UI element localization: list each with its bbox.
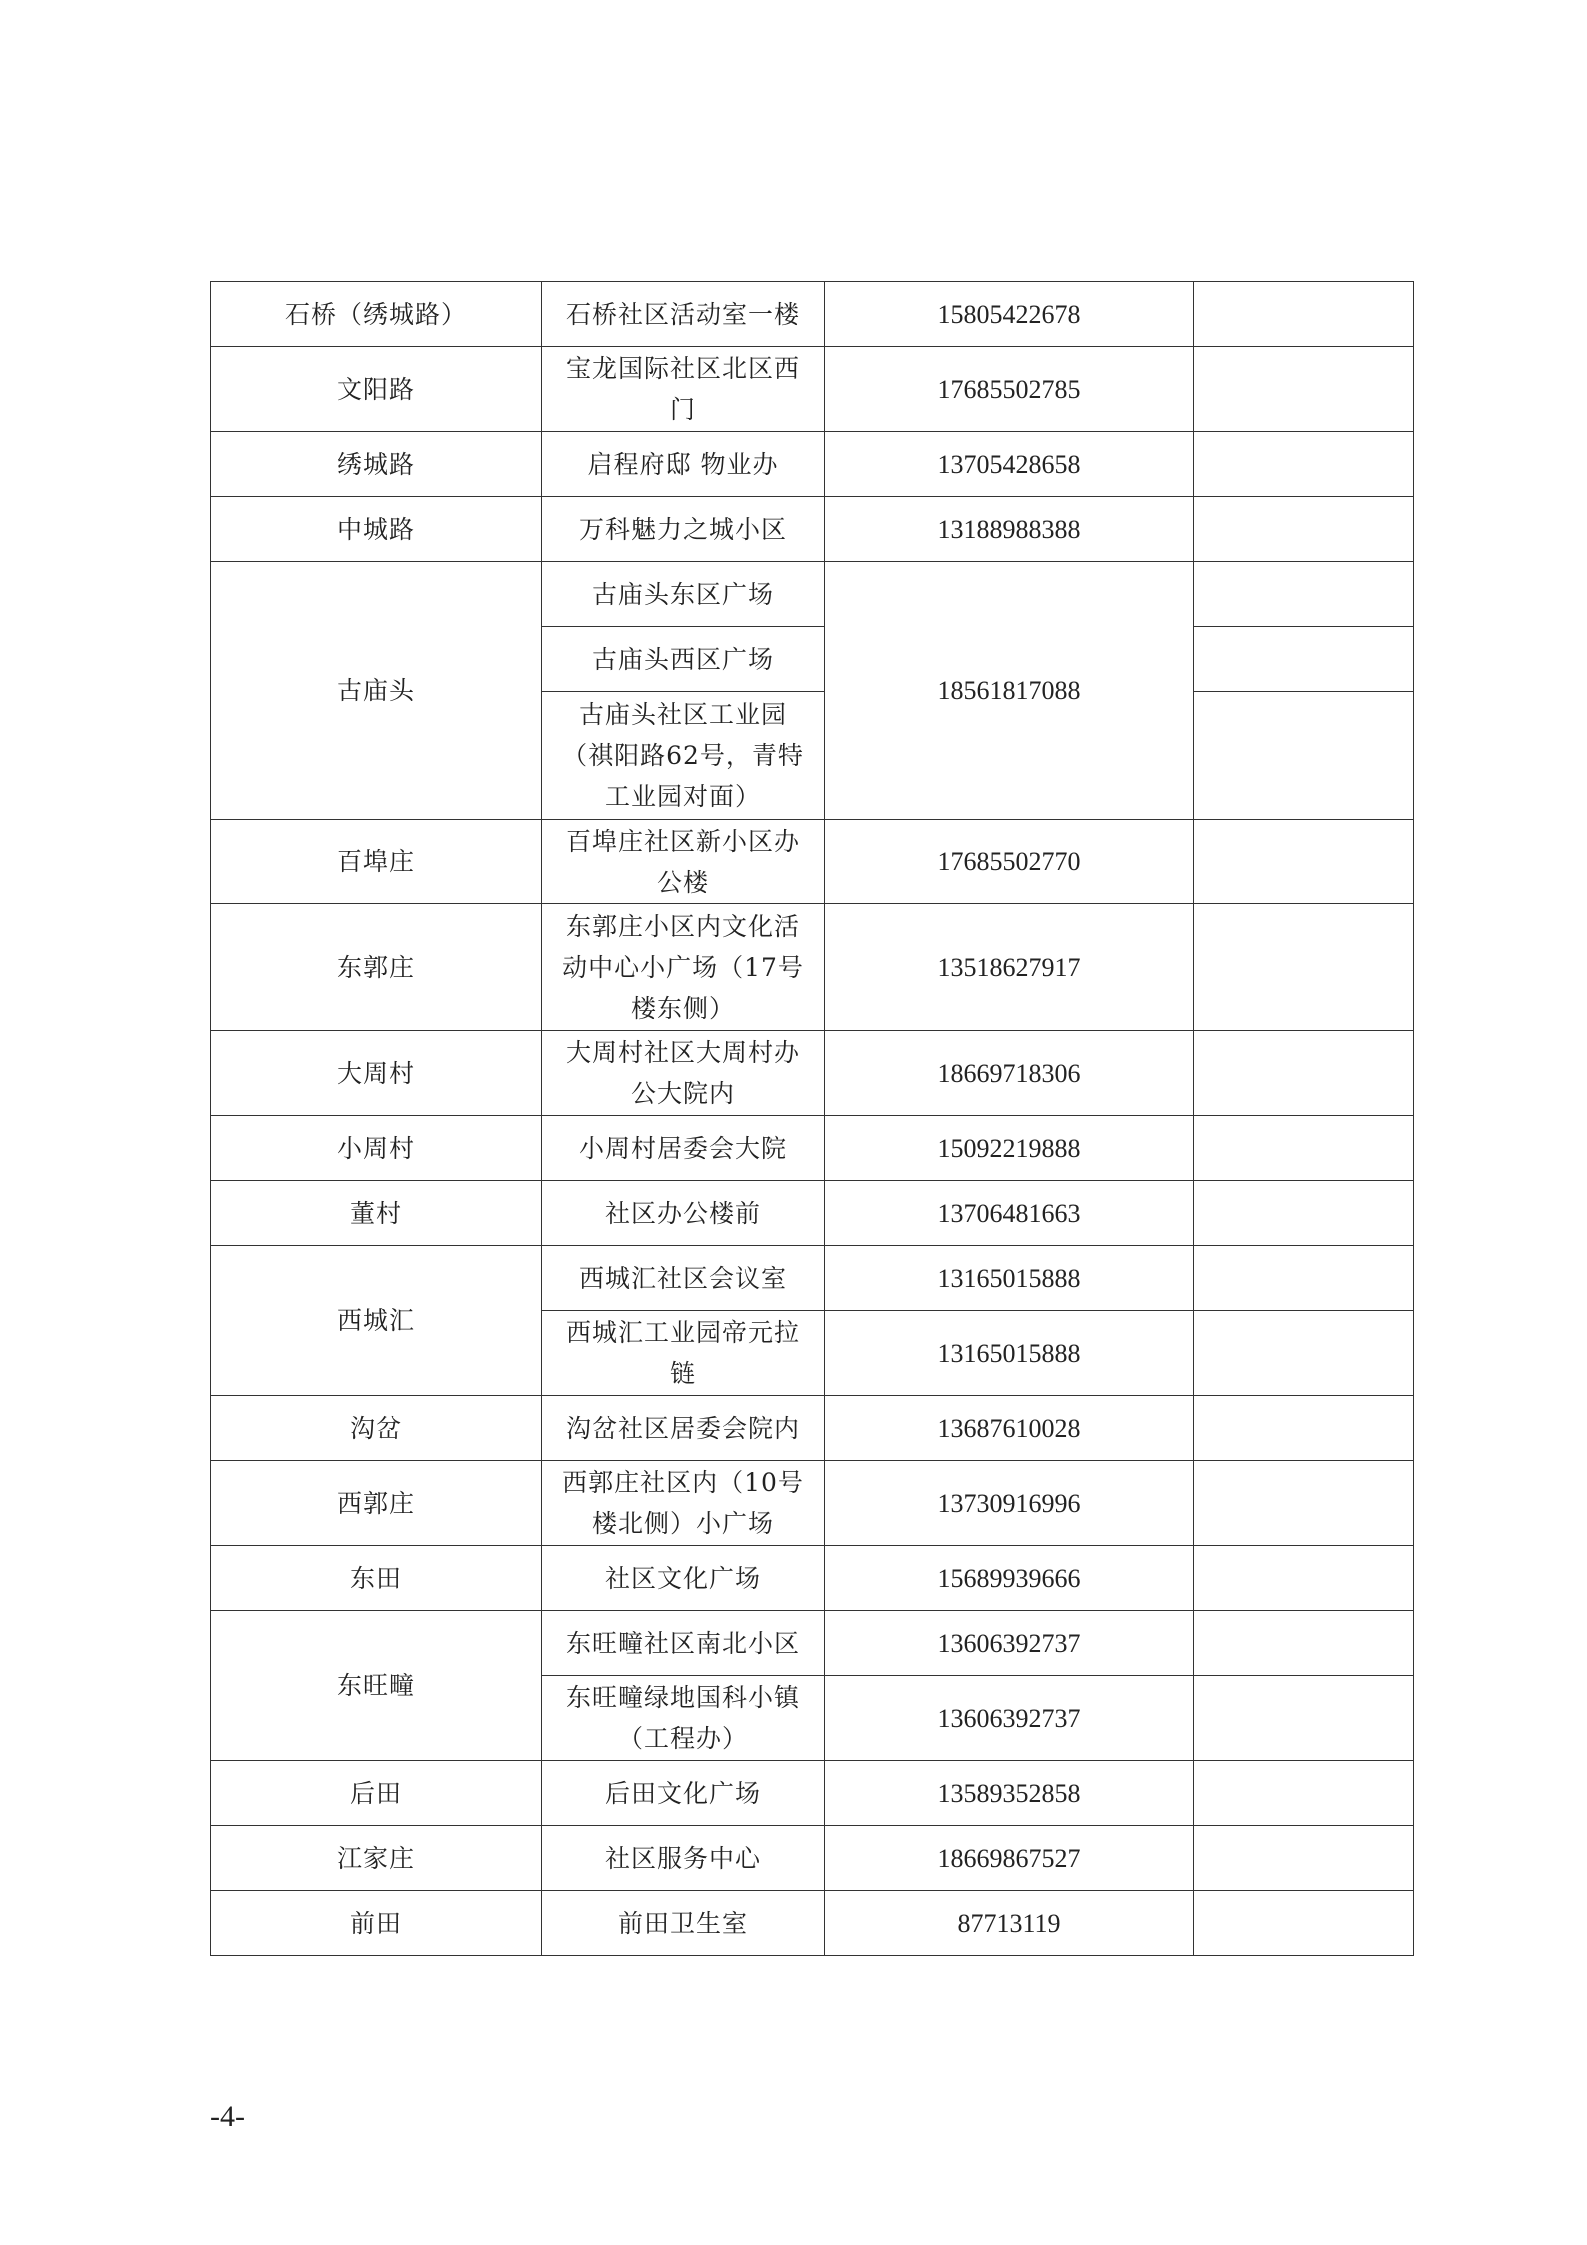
phone-cell: 13165015888 [825, 1311, 1194, 1396]
table-row [211, 820, 1414, 904]
phone-cell: 13606392737 [825, 1676, 1194, 1761]
phone-cell: 13188988388 [825, 497, 1194, 562]
address-cell: 启程府邸 物业办 [542, 432, 825, 497]
empty-cell [1194, 1396, 1414, 1461]
address-cell: 社区文化广场 [542, 1546, 825, 1611]
community-cell: 文阳路 [211, 347, 542, 432]
empty-cell [1194, 1546, 1414, 1611]
phone-cell: 15689939666 [825, 1546, 1194, 1611]
empty-cell [1194, 497, 1414, 562]
table-row [211, 347, 1414, 432]
community-cell: 石桥（绣城路） [211, 282, 542, 347]
address-cell: 东旺疃社区南北小区 [542, 1611, 825, 1676]
address-cell: 万科魅力之城小区 [542, 497, 825, 562]
address-cell: 东郭庄小区内文化活动中心小广场（17号楼东侧） [542, 904, 825, 1031]
empty-cell [1194, 1461, 1414, 1546]
table-row [211, 1826, 1414, 1891]
community-cell: 百埠庄 [211, 820, 542, 904]
community-cell: 大周村 [211, 1031, 542, 1116]
table-row [211, 1761, 1414, 1826]
table-row [211, 1891, 1414, 1956]
empty-cell [1194, 1246, 1414, 1311]
phone-cell: 13706481663 [825, 1181, 1194, 1246]
empty-cell [1194, 562, 1414, 627]
address-cell: 沟岔社区居委会院内 [542, 1396, 825, 1461]
phone-cell: 13687610028 [825, 1396, 1194, 1461]
table-row [211, 562, 1414, 627]
address-cell: 东旺疃绿地国科小镇（工程办） [542, 1676, 825, 1761]
phone-cell: 18669867527 [825, 1826, 1194, 1891]
table-row [211, 904, 1414, 1031]
address-cell: 前田卫生室 [542, 1891, 825, 1956]
community-cell: 江家庄 [211, 1826, 542, 1891]
phone-cell: 13518627917 [825, 904, 1194, 1031]
address-cell: 后田文化广场 [542, 1761, 825, 1826]
empty-cell [1194, 1116, 1414, 1181]
address-cell: 大周村社区大周村办公大院内 [542, 1031, 825, 1116]
address-cell: 社区服务中心 [542, 1826, 825, 1891]
table-row [211, 432, 1414, 497]
table-row [211, 1546, 1414, 1611]
empty-cell [1194, 1891, 1414, 1956]
community-cell: 东田 [211, 1546, 542, 1611]
phone-cell: 13606392737 [825, 1611, 1194, 1676]
community-cell: 东旺疃 [211, 1611, 542, 1761]
address-cell: 古庙头社区工业园（祺阳路62号，青特工业园对面） [542, 692, 825, 820]
address-cell: 古庙头西区广场 [542, 627, 825, 692]
phone-cell: 17685502770 [825, 820, 1194, 904]
table-row [211, 1611, 1414, 1676]
empty-cell [1194, 1676, 1414, 1761]
empty-cell [1194, 820, 1414, 904]
phone-cell: 13589352858 [825, 1761, 1194, 1826]
empty-cell [1194, 1611, 1414, 1676]
empty-cell [1194, 1031, 1414, 1116]
address-cell: 社区办公楼前 [542, 1181, 825, 1246]
empty-cell [1194, 692, 1414, 820]
phone-cell: 18669718306 [825, 1031, 1194, 1116]
community-cell: 西城汇 [211, 1246, 542, 1396]
phone-cell: 13730916996 [825, 1461, 1194, 1546]
address-cell: 西郭庄社区内（10号楼北侧）小广场 [542, 1461, 825, 1546]
community-cell: 小周村 [211, 1116, 542, 1181]
empty-cell [1194, 1826, 1414, 1891]
empty-cell [1194, 1181, 1414, 1246]
empty-cell [1194, 282, 1414, 347]
address-cell: 石桥社区活动室一楼 [542, 282, 825, 347]
table-row [211, 1461, 1414, 1546]
community-cell: 古庙头 [211, 562, 542, 820]
empty-cell [1194, 432, 1414, 497]
phone-cell: 15092219888 [825, 1116, 1194, 1181]
address-cell: 百埠庄社区新小区办公楼 [542, 820, 825, 904]
community-cell: 西郭庄 [211, 1461, 542, 1546]
address-cell: 西城汇工业园帝元拉链 [542, 1311, 825, 1396]
community-cell: 中城路 [211, 497, 542, 562]
address-cell: 古庙头东区广场 [542, 562, 825, 627]
community-cell: 后田 [211, 1761, 542, 1826]
community-cell: 东郭庄 [211, 904, 542, 1031]
table-row [211, 1396, 1414, 1461]
table-row [211, 1116, 1414, 1181]
empty-cell [1194, 904, 1414, 1031]
community-cell: 董村 [211, 1181, 542, 1246]
table-row [211, 1031, 1414, 1116]
phone-cell: 13705428658 [825, 432, 1194, 497]
page-number: -4- [210, 2100, 245, 2133]
table-row [211, 497, 1414, 562]
community-cell: 沟岔 [211, 1396, 542, 1461]
empty-cell [1194, 1761, 1414, 1826]
phone-cell: 13165015888 [825, 1246, 1194, 1311]
table-row [211, 282, 1414, 347]
address-cell: 宝龙国际社区北区西门 [542, 347, 825, 432]
table-row [211, 1181, 1414, 1246]
table-row [211, 1246, 1414, 1311]
empty-cell [1194, 1311, 1414, 1396]
phone-cell: 18561817088 [825, 562, 1194, 820]
address-cell: 西城汇社区会议室 [542, 1246, 825, 1311]
community-cell: 绣城路 [211, 432, 542, 497]
empty-cell [1194, 627, 1414, 692]
community-cell: 前田 [211, 1891, 542, 1956]
phone-cell: 17685502785 [825, 347, 1194, 432]
empty-cell [1194, 347, 1414, 432]
address-cell: 小周村居委会大院 [542, 1116, 825, 1181]
phone-cell: 15805422678 [825, 282, 1194, 347]
sites-table [210, 281, 1414, 1956]
phone-cell: 87713119 [825, 1891, 1194, 1956]
